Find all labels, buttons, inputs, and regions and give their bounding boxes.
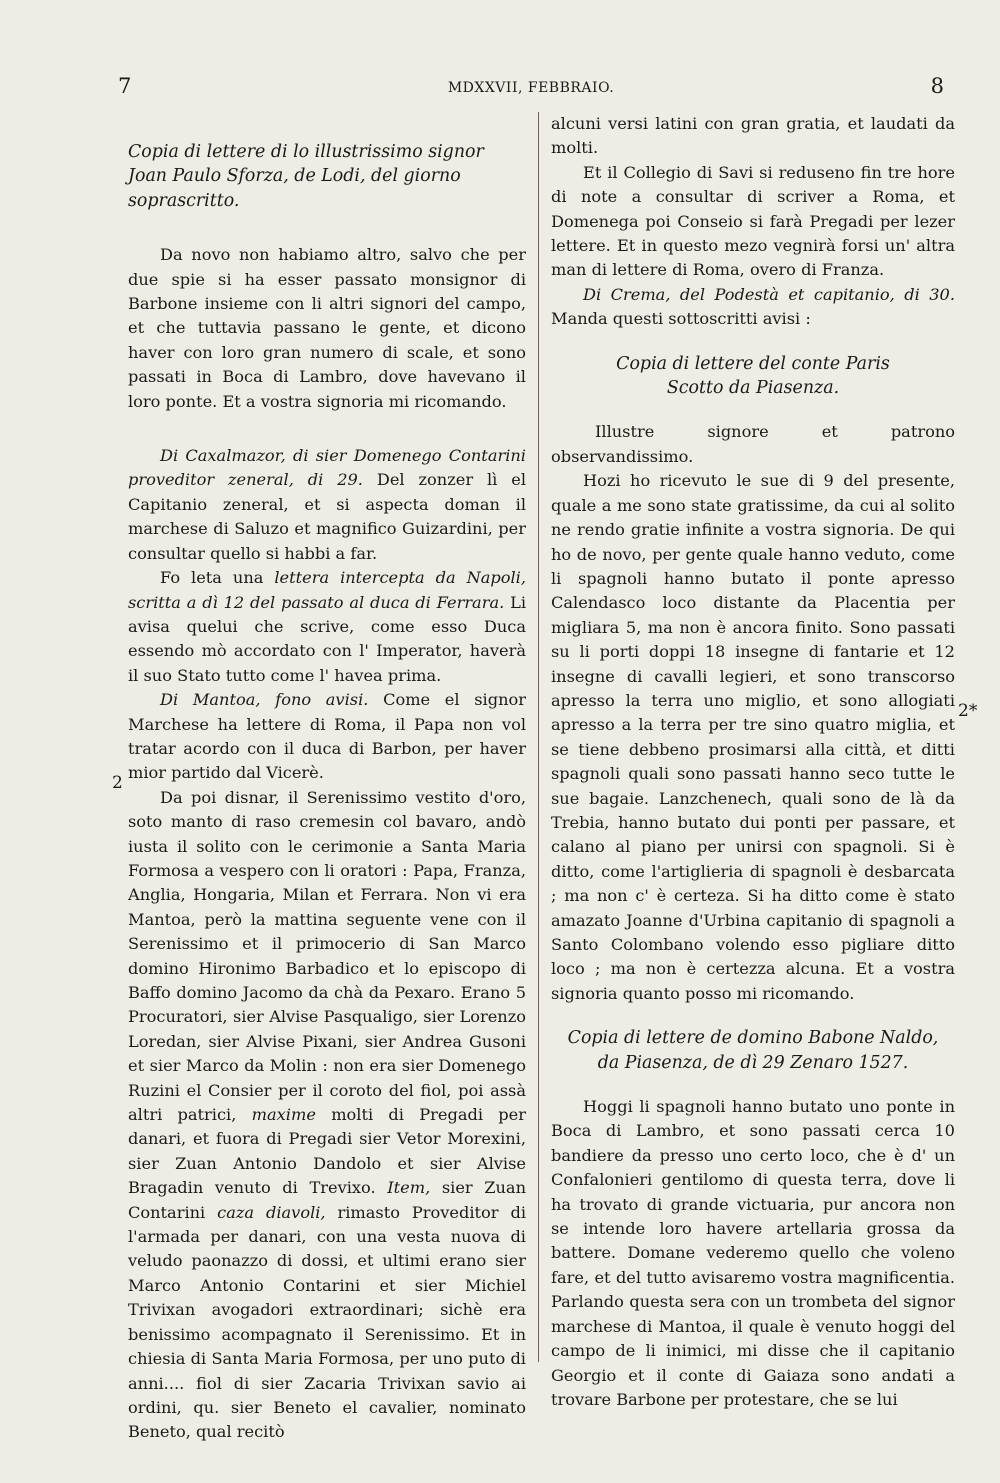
napoli-intro: Fo leta una	[160, 568, 275, 588]
napoli-text: Li avisa quelui che scrive, come esso Duca essendo mò accordato con l' Imperator, haverà il suo Stato tutto come l' havea prima.	[128, 592, 526, 685]
paragraph-serenissimo	[128, 786, 526, 1445]
serenissimo-text-a: Da poi disnar, il Serenissimo vestito d'oro, soto manto di raso cremesin col bavaro, andò iusta il solito con le cerimonie a Santa Maria Formosa a vespero con li oratori : Papa, Franza, Anglia, Hongaria, Milan et Ferrara. Non vi era Mantoa, però la mattina seguente vene con il Serenissimo et il primocerio di San Marco domino Hironimo Barbadico et lo episcopo di Baffo domino Jacomo da chà da Pexaro. Erano 5 Procuratori, sier Alvise Pasqualigo, sier Lorenzo Loredan, sier Alvise Pixani, sier Andrea Gusoni et sier Marco da Molin : non era sier Domenego Ruzini el Consier per il coroto del fiol, poi assà altri patrici,	[128, 787, 526, 1125]
item-italic: Item,	[387, 1178, 431, 1198]
margin-number-right: 2*	[958, 701, 978, 721]
page-number-left: 7	[118, 74, 132, 98]
paragraph-sforza-letter: Da novo non habiamo altro, salvo che per due spie si ha esser passato monsignor di Barbone insieme con li altri signori del campo, et che tuttavia passano le gente, et dicono haver con loro gran numero di scale, et sono passati in Boca di Lambro, dove havevano il loro ponte. Et a vostra signoria mi ricomando.	[128, 245, 526, 411]
page-header	[112, 74, 950, 104]
page-number-right: 8	[930, 74, 944, 98]
margin-number-left: 2	[112, 773, 123, 793]
paragraph-versi-latini: alcuni versi latini con gran gratia, et laudati da molti.	[551, 114, 955, 158]
crema-text: Manda questi sottoscritti avisi :	[551, 309, 811, 329]
letter-heading-scotto: Copia di lettere del conte Paris Scotto da Piasenza.	[616, 353, 890, 399]
caxalmazor-text: Del zonzer lì el Capitanio zeneral, et si aspecta doman il marchese di Saluzo et magnifico Guizardini, per consultar quello si habbi a far.	[128, 470, 526, 563]
paragraph-naldo-letter: Hoggi li spagnoli hanno butato uno ponte in Boca di Lambro, et sono passati cerca 10 bandiere da presso uno certo loco, che è d' un Confalonieri gentilomo di questa terra, dove li ha trovato di grande victuaria, pur ancora non se intende loro havere artellaria grossa da battere. Domane vederemo quello che voleno fare, et del tutto avisaremo vostra magnificentia. Parlando questa sera con un trombeta del signor marchese di Mantoa, il quale è venuto hoggi del campo de li inimici, mi disse che il capitanio Georgio et il conte di Gaiaza sono andati a trovare Barbone per protestare, che se lui	[551, 1097, 955, 1409]
caza-diavoli-italic: caza diavoli,	[217, 1202, 326, 1222]
maxime-italic: maxime	[251, 1105, 316, 1125]
running-title: MDXXVII, FEBBRAIO.	[447, 80, 615, 96]
letter-heading-sforza: Copia di lettere di lo illustrissimo signor Joan Paulo Sforza, de Lodi, del giorno soprascritto.	[128, 142, 484, 211]
letter-heading-naldo: Copia di lettere de domino Babone Naldo, da Piasenza, de dì 29 Zenaro 1527.	[567, 1028, 939, 1073]
serenissimo-text-d: rimasto Proveditor di l'armada per danari, con una vesta nuova di veludo paonazzo di dossi, et ultimi erano sier Marco Antonio Contarini et sier Michiel Trivixan avogadori extraordinari; sichè era benissimo acompagnato il Serenissimo. Et in chiesia di Santa Maria Formosa, per uno puto di anni.... fiol di sier Zacaria Trivixan savio ai ordini, qu. sier Beneto el cavalier, nominato Beneto, qual recitò	[128, 1202, 526, 1442]
paragraph-scotto-letter: Hozi ho ricevuto le sue di 9 del presente, quale a me sono state gratissime, da cui al solito ne rendo gratie infinite a vostra signoria. De qui ho de novo, per gente quale hanno veduto, come li spagnoli hanno butato il ponte apresso Calendasco loco distante da Placentia per migliara 5, ma non è ancora finito. Sono passati su li porti doppi 18 insegne di fantarie et 12 insegne di cavalli legieri, et sono transcorso apresso la terra uno miglio, et sono allogiati apresso a la terra per tre sino quatro miglia, et se tiene debbeno prosimarsi alla città, et ditti spagnoli quali sono passati hanno seco tutte le sue bagaie. Lanzchenech, quali sono de là da Trebia, hanno butato dui ponti per passare, et calano al piano per unirsi con spagnoli. Si è ditto, come l'artiglieria di spagnoli è desbarcata ; ma non c' è certeza. Si ha ditto come è stato amazato Joanne d'Urbina capitanio di spagnoli a Santo Colombano volendo esso pigliare ditto loco ; ma non è certezza alcuna. Et a vostra signoria quanto posso mi ricomando.	[551, 471, 955, 1003]
serenissimo-text-c: sier Zuan Contarini	[128, 1178, 527, 1222]
left-column	[128, 112, 526, 1445]
mantoa-heading: Di Mantoa, fono avisi.	[160, 690, 369, 710]
column-divider	[538, 112, 539, 1362]
paragraph-mantoa	[128, 688, 526, 786]
salutation: Illustre signore et patrono observandissimo.	[551, 422, 955, 466]
right-column	[551, 112, 955, 1412]
paragraph-collegio: Et il Collegio di Savi si reduseno fin tre hore di note a consultar di scriver a Roma, et Domenega poi Conseio si farà Pregadi per lezer lettere. Et in questo mezo vegnirà forsi un' altra man di lettere di Roma, overo di Franza.	[551, 162, 955, 280]
paragraph-caxalmazor	[128, 444, 526, 566]
napoli-italic: lettera intercepta da Napoli, scritta a dì 12 del passato al duca di Ferrara.	[128, 568, 526, 612]
paragraph-crema	[551, 283, 955, 332]
caxalmazor-heading: Di Caxalmazor, di sier Domenego Contarini proveditor zeneral, di 29.	[128, 446, 526, 490]
paragraph-napoli-letter	[128, 566, 526, 688]
crema-heading: Di Crema, del Podestà et capitanio, di 30.	[583, 284, 955, 304]
mantoa-text: Come el signor Marchese ha lettere di Roma, il Papa non vol tratar acordo con il duca di Barbon, per haver mior partido dal Vicerè.	[128, 690, 526, 783]
serenissimo-text-b: molti di Pregadi per danari, et fuora di Pregadi sier Vetor Morexini, sier Zuan Antonio Dandolo et sier Alvise Bragadin venuto di Trevixo.	[128, 1105, 526, 1198]
